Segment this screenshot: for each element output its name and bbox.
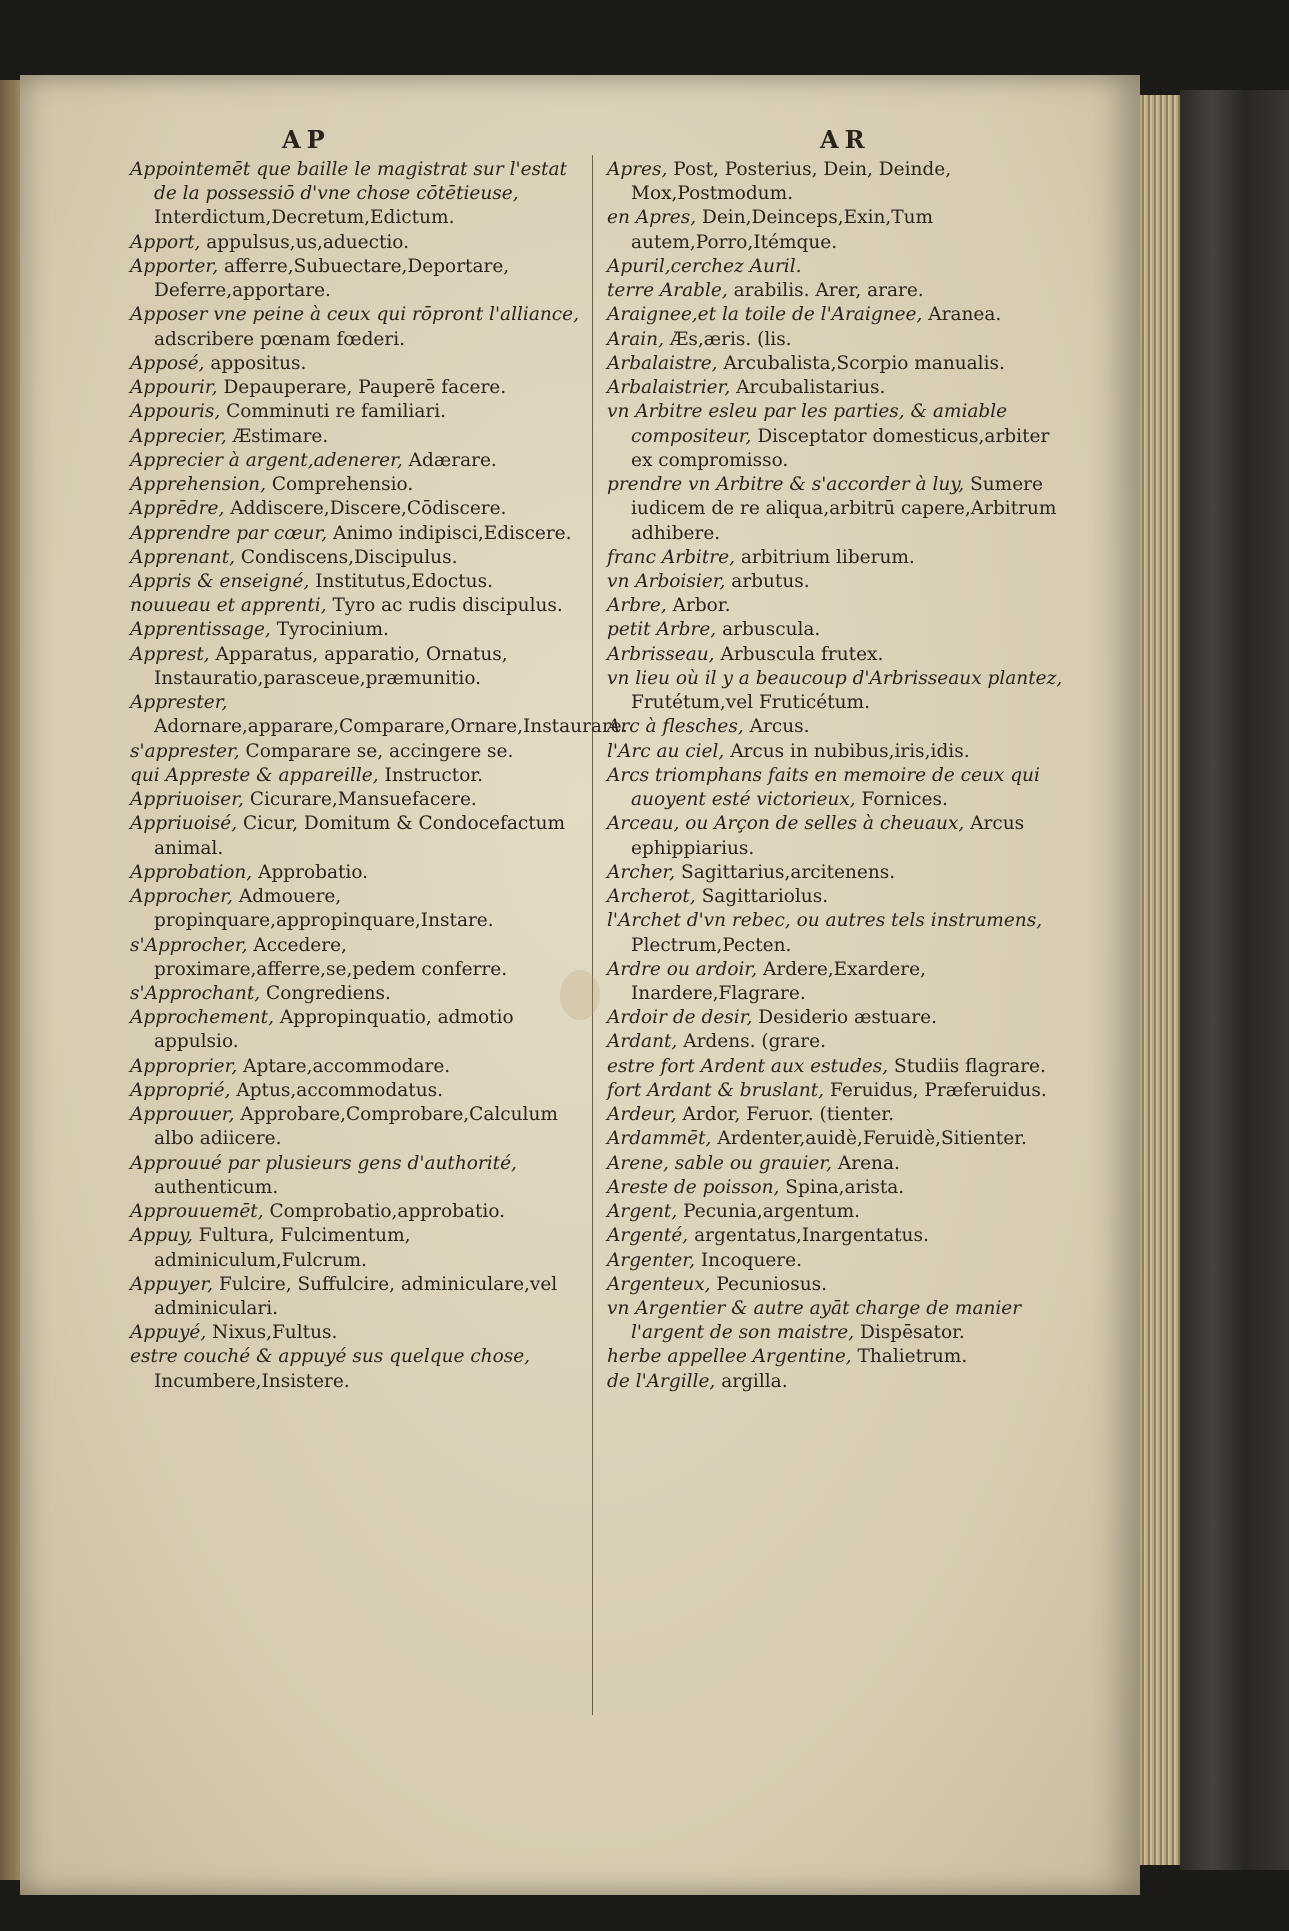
entry-latin: appositus. <box>210 352 307 374</box>
dictionary-entry <box>607 715 1067 739</box>
entry-latin: Appropinquatio, admotio appulsio. <box>154 1007 514 1053</box>
dictionary-entry <box>607 643 1067 667</box>
entry-latin: Arcus in nubibus,iris,idis. <box>730 740 970 762</box>
entry-latin: arbitrium liberum. <box>740 546 915 568</box>
entry-french: Arcs triomphans faits en memoire de ceux qui auoyent esté victorieux, <box>607 764 1040 811</box>
dictionary-entry <box>607 1006 1067 1030</box>
entry-latin: Apparatus, apparatio, Ornatus, Instauratio,parasceue,præmunitio. <box>154 643 508 689</box>
entry-latin: Ardere,Exardere, Inardere,Flagrare. <box>631 958 926 1004</box>
dictionary-entry <box>607 1273 1067 1297</box>
dictionary-entry <box>130 400 590 424</box>
entry-latin: Approbare,Comprobare,Calculum albo adiicere. <box>154 1104 558 1150</box>
entry-french: Apprecier à argent,adenerer, <box>130 449 403 471</box>
entry-latin: arbutus. <box>731 570 810 592</box>
entry-french: Arbalaistrier, <box>607 377 731 399</box>
entry-latin: Arcubalistarius. <box>736 377 886 399</box>
book-binding <box>1180 90 1289 1870</box>
entry-latin: Aptus,accommodatus. <box>236 1079 443 1101</box>
entry-latin: Pecunia,argentum. <box>683 1201 861 1223</box>
entry-french: Appuyé, <box>130 1322 207 1344</box>
entry-latin: Ardens. (grare. <box>683 1031 826 1053</box>
dictionary-entry <box>607 473 1067 546</box>
dictionary-entry <box>607 1103 1067 1127</box>
dictionary-entry <box>130 231 590 255</box>
dictionary-entry <box>130 885 590 933</box>
dictionary-entry <box>607 618 1067 642</box>
entry-latin: argentatus,Inargentatus. <box>694 1225 929 1247</box>
entry-latin: Æstimare. <box>232 425 329 447</box>
dictionary-entry <box>607 594 1067 618</box>
dictionary-entry <box>607 812 1067 860</box>
entry-latin: Thalietrum. <box>857 1346 968 1368</box>
dictionary-entry <box>607 764 1067 812</box>
entry-french: Arain, <box>607 328 664 350</box>
entry-latin: arbuscula. <box>722 619 821 641</box>
entry-latin: Arcus ephippiarius. <box>631 813 1025 859</box>
entry-french: Approprier, <box>130 1055 238 1077</box>
entry-french: Apport, <box>130 231 201 253</box>
dictionary-entry <box>607 667 1067 715</box>
entry-french: Arene, sable ou grauier, <box>607 1152 833 1174</box>
dictionary-entry <box>607 158 1067 206</box>
dictionary-entry <box>130 1006 590 1054</box>
entry-latin: Institutus,Edoctus. <box>315 570 493 592</box>
entry-latin: Arcubalista,Scorpio manualis. <box>723 352 1005 374</box>
entry-latin: Ardor, Feruor. (tienter. <box>682 1104 895 1126</box>
entry-french: Appris & enseigné, <box>130 570 310 592</box>
entry-latin: Arena. <box>837 1152 900 1174</box>
dictionary-entry <box>607 279 1067 303</box>
dictionary-entry <box>130 1103 590 1151</box>
entry-latin: Tyro ac rudis discipulus. <box>332 595 563 617</box>
entry-french: Approprié, <box>130 1079 231 1101</box>
right-column <box>607 158 1067 1394</box>
entry-latin: Arbor. <box>672 595 731 617</box>
entry-latin: Plectrum,Pecten. <box>631 934 792 956</box>
entry-french: Appriuoisé, <box>130 813 238 835</box>
entry-french: vn Argentier & autre ayāt charge de manier l'argent de son maistre, <box>607 1298 1022 1344</box>
entry-french: l'Arc au ciel, <box>607 740 725 762</box>
dictionary-entry <box>130 594 590 618</box>
page-edges <box>1140 95 1180 1865</box>
entry-latin: Arbuscula frutex. <box>720 643 884 665</box>
entry-latin: authenticum. <box>154 1176 279 1198</box>
dictionary-entry <box>607 1224 1067 1248</box>
entry-french: Apposer vne peine à ceux qui rōpront l'alliance, <box>130 304 579 326</box>
entry-french: Argenteux, <box>607 1273 711 1295</box>
dictionary-entry <box>607 352 1067 376</box>
entry-french: Approuuemēt, <box>130 1201 264 1223</box>
dictionary-entry <box>130 570 590 594</box>
dictionary-entry <box>130 473 590 497</box>
entry-french: Apposé, <box>130 352 205 374</box>
entry-latin: Condiscens,Discipulus. <box>240 546 458 568</box>
entry-french: vn Arboisier, <box>607 570 726 592</box>
entry-french: Apprest, <box>130 643 210 665</box>
dictionary-entry <box>607 740 1067 764</box>
entry-french: Apprehension, <box>130 474 266 496</box>
dictionary-entry <box>130 1273 590 1321</box>
entry-french: Ardre ou ardoir, <box>607 958 758 980</box>
entry-latin: Fulcire, Suffulcire, adminiculare,vel adminiculari. <box>154 1273 558 1320</box>
column-divider <box>592 155 593 1715</box>
dictionary-entry <box>130 861 590 885</box>
entry-french: petit Arbre, <box>607 619 717 641</box>
dictionary-entry <box>130 546 590 570</box>
entry-french: de l'Argille, <box>607 1370 716 1392</box>
entry-latin: Comparare se, accingere se. <box>245 740 514 762</box>
entry-french: l'Archet d'vn rebec, ou autres tels instrumens, <box>607 910 1043 932</box>
entry-latin: Addiscere,Discere,Cōdiscere. <box>230 498 507 520</box>
dictionary-entry <box>607 1079 1067 1103</box>
entry-latin: Disceptator domesticus,arbiter ex compromisso. <box>631 425 1050 471</box>
dictionary-entry <box>607 546 1067 570</box>
entry-french: Approchement, <box>130 1007 274 1029</box>
entry-latin: afferre,Subuectare,Deportare, Deferre,apportare. <box>154 255 510 302</box>
dictionary-entry <box>130 1152 590 1200</box>
dictionary-entry <box>130 255 590 303</box>
entry-french: Approbation, <box>130 861 253 883</box>
entry-latin: Fultura, Fulcimentum, adminiculum,Fulcrum. <box>154 1225 411 1271</box>
dictionary-entry <box>130 934 590 982</box>
entry-french: prendre vn Arbitre & s'accorder à luy, <box>607 474 965 496</box>
dictionary-entry <box>607 1200 1067 1224</box>
entry-french: s'Approchant, <box>130 982 261 1004</box>
entry-latin: Aptare,accommodare. <box>243 1055 451 1077</box>
entry-french: Arbalaistre, <box>607 352 718 374</box>
entry-french: Arceau, ou Arçon de selles à cheuaux, <box>607 813 965 835</box>
dictionary-entry <box>130 643 590 691</box>
entry-french: Apprentissage, <box>130 619 271 641</box>
entry-latin: Comprobatio,approbatio. <box>269 1201 506 1223</box>
dictionary-entry <box>607 909 1067 957</box>
entry-french: Ardoir de desir, <box>607 1007 753 1029</box>
entry-latin: Ardenter,auidè,Feruidè,Sitienter. <box>717 1128 1027 1150</box>
entry-french: Argent, <box>607 1201 678 1223</box>
entry-french: Apporter, <box>130 255 219 277</box>
entry-latin: Incoquere. <box>700 1249 802 1271</box>
entry-latin: Adærare. <box>408 449 497 471</box>
dictionary-entry <box>130 1200 590 1224</box>
dictionary-entry <box>607 1152 1067 1176</box>
entry-french: s'apprester, <box>130 740 240 762</box>
entry-latin: Depauperare, Pauperē facere. <box>223 377 507 399</box>
entry-french: nouueau et apprenti, <box>130 595 327 617</box>
dictionary-entry <box>607 400 1067 473</box>
entry-latin: Comminuti re familiari. <box>226 401 446 423</box>
entry-latin: Frutétum,vel Fruticétum. <box>631 692 870 714</box>
entry-latin: adscribere pœnam fœderi. <box>154 328 406 350</box>
entry-latin: Interdictum,Decretum,Edictum. <box>154 207 455 229</box>
entry-french: en Apres, <box>607 207 697 229</box>
entry-latin: Cicur, Domitum & Condocefactum animal. <box>154 813 566 859</box>
dictionary-entry <box>607 1370 1067 1394</box>
entry-latin: Approbatio. <box>258 861 369 883</box>
dictionary-entry <box>607 1345 1067 1369</box>
dictionary-entry <box>130 1079 590 1103</box>
entry-latin: Accedere, proximare,afferre,se,pedem conferre. <box>154 934 508 980</box>
running-head-left: AP <box>282 125 331 154</box>
entry-french: Araignee,et la toile de l'Araignee, <box>607 304 923 326</box>
dictionary-entry <box>607 861 1067 885</box>
entry-latin: Pecuniosus. <box>716 1273 828 1295</box>
entry-french: Appuyer, <box>130 1273 214 1295</box>
entry-french: Arbre, <box>607 595 667 617</box>
entry-french: vn lieu où il y a beaucoup d'Arbrisseaux plantez, <box>607 667 1063 689</box>
entry-french: Argenter, <box>607 1249 695 1271</box>
dictionary-entry <box>607 1176 1067 1200</box>
entry-french: Approcher, <box>130 886 233 908</box>
entry-latin: Spina,arista. <box>785 1176 905 1198</box>
entry-latin: Fornices. <box>861 789 948 811</box>
dictionary-entry <box>130 497 590 521</box>
entry-french: Apprēdre, <box>130 498 225 520</box>
entry-french: Archer, <box>607 861 676 883</box>
dictionary-entry <box>607 570 1067 594</box>
running-head-right: AR <box>820 125 871 154</box>
entry-french: herbe appellee Argentine, <box>607 1346 852 1368</box>
entry-french: Apprecier, <box>130 425 227 447</box>
entry-french: Apprester, <box>130 692 228 714</box>
entry-latin: Aranea. <box>928 304 1002 326</box>
entry-latin: Sumere iudicem de re aliqua,arbitrū capere,Arbitrum adhibere. <box>631 474 1057 544</box>
dictionary-entry <box>607 885 1067 909</box>
entry-french: Apprendre par cœur, <box>130 522 328 544</box>
entry-french: Appourir, <box>130 377 218 399</box>
dictionary-entry <box>130 1055 590 1079</box>
entry-latin: Nixus,Fultus. <box>212 1322 338 1344</box>
dictionary-entry <box>130 1321 590 1345</box>
entry-latin: Feruidus, Præferuidus. <box>829 1079 1047 1101</box>
entry-french: Appointemēt que baille le magistrat sur l'estat de la possessiō d'vne chose cōtētieuse, <box>130 159 567 205</box>
left-column <box>130 158 628 1394</box>
entry-french: vn Arbitre esleu par les parties, & amiable compositeur, <box>607 401 1008 447</box>
entry-latin: Dispēsator. <box>859 1322 965 1344</box>
entry-latin: Sagittarius,arcitenens. <box>681 861 896 883</box>
entry-french: qui Appreste & appareille, <box>130 764 379 786</box>
dictionary-entry <box>130 812 590 860</box>
dictionary-entry <box>607 206 1067 254</box>
entry-french: Approuué par plusieurs gens d'authorité, <box>130 1152 517 1174</box>
entry-latin: Dein,Deinceps,Exin,Tum autem,Porro,Itémque. <box>631 207 934 253</box>
dictionary-entry <box>130 425 590 449</box>
entry-french: terre Arable, <box>607 280 728 302</box>
entry-french: fort Ardant & bruslant, <box>607 1079 825 1101</box>
dictionary-entry <box>607 376 1067 400</box>
dictionary-entry <box>130 158 590 231</box>
dictionary-entry <box>607 328 1067 352</box>
dictionary-entry <box>130 303 590 351</box>
entry-latin: Æs,æris. (lis. <box>669 328 792 350</box>
entry-latin: Desiderio æstuare. <box>758 1007 937 1029</box>
entry-french: Arbrisseau, <box>607 643 715 665</box>
entry-latin: Comprehensio. <box>271 474 414 496</box>
dictionary-entry <box>130 352 590 376</box>
entry-latin: arabilis. Arer, arare. <box>733 280 924 302</box>
dictionary-entry <box>130 788 590 812</box>
dictionary-entry <box>607 1249 1067 1273</box>
dictionary-entry <box>130 1224 590 1272</box>
entry-latin: Post, Posterius, Dein, Deinde, Mox,Postmodum. <box>631 159 952 205</box>
dictionary-entry <box>130 982 590 1006</box>
entry-latin: appulsus,us,aduectio. <box>206 231 409 253</box>
dictionary-entry <box>607 303 1067 327</box>
entry-french: Argenté, <box>607 1225 689 1247</box>
entry-latin: Tyrocinium. <box>276 619 389 641</box>
dictionary-entry <box>130 449 590 473</box>
dictionary-entry <box>130 1345 590 1393</box>
entry-french: s'Approcher, <box>130 934 248 956</box>
entry-french: Ardammēt, <box>607 1128 712 1150</box>
entry-latin: Adornare,apparare,Comparare,Ornare,Instaurare. <box>154 716 628 738</box>
dictionary-entry <box>607 1055 1067 1079</box>
entry-latin: Arcus. <box>749 716 810 738</box>
entry-latin: Instructor. <box>384 764 484 786</box>
entry-latin: argilla. <box>721 1370 788 1392</box>
entry-latin: Incumbere,Insistere. <box>154 1370 350 1392</box>
dictionary-entry <box>607 1127 1067 1151</box>
entry-french: Appuy, <box>130 1225 193 1247</box>
dictionary-entry <box>130 740 590 764</box>
entry-french: Approuuer, <box>130 1104 235 1126</box>
entry-french: franc Arbitre, <box>607 546 735 568</box>
entry-french: Apprenant, <box>130 546 236 568</box>
entry-latin: Congrediens. <box>266 982 391 1004</box>
entry-french: estre fort Ardent aux estudes, <box>607 1055 889 1077</box>
dictionary-entry <box>130 618 590 642</box>
entry-latin: Sagittariolus. <box>701 886 829 908</box>
entry-french: Arc à flesches, <box>607 716 744 738</box>
dictionary-entry <box>130 691 628 739</box>
entry-french: Archerot, <box>607 886 696 908</box>
dictionary-entry <box>130 522 590 546</box>
dictionary-entry <box>607 1030 1067 1054</box>
dictionary-entry <box>130 764 590 788</box>
entry-french: Ardeur, <box>607 1104 677 1126</box>
book-left-edge <box>0 80 22 1880</box>
entry-latin: Cicurare,Mansuefacere. <box>249 789 477 811</box>
entry-latin: Studiis flagrare. <box>894 1055 1046 1077</box>
entry-french: Apuril,cerchez Auril. <box>607 255 802 277</box>
dictionary-entry <box>607 958 1067 1006</box>
dictionary-entry <box>607 1297 1067 1345</box>
entry-latin: Animo indipisci,Ediscere. <box>333 522 572 544</box>
entry-french: Apres, <box>607 159 668 180</box>
entry-french: estre couché & appuyé sus quelque chose, <box>130 1346 531 1368</box>
entry-latin: Admouere, propinquare,appropinquare,Instare. <box>154 886 494 932</box>
entry-french: Appriuoiser, <box>130 789 244 811</box>
entry-french: Areste de poisson, <box>607 1176 780 1198</box>
dictionary-entry <box>130 376 590 400</box>
dictionary-entry <box>607 255 1067 279</box>
entry-french: Appouris, <box>130 401 221 423</box>
entry-french: Ardant, <box>607 1031 678 1053</box>
